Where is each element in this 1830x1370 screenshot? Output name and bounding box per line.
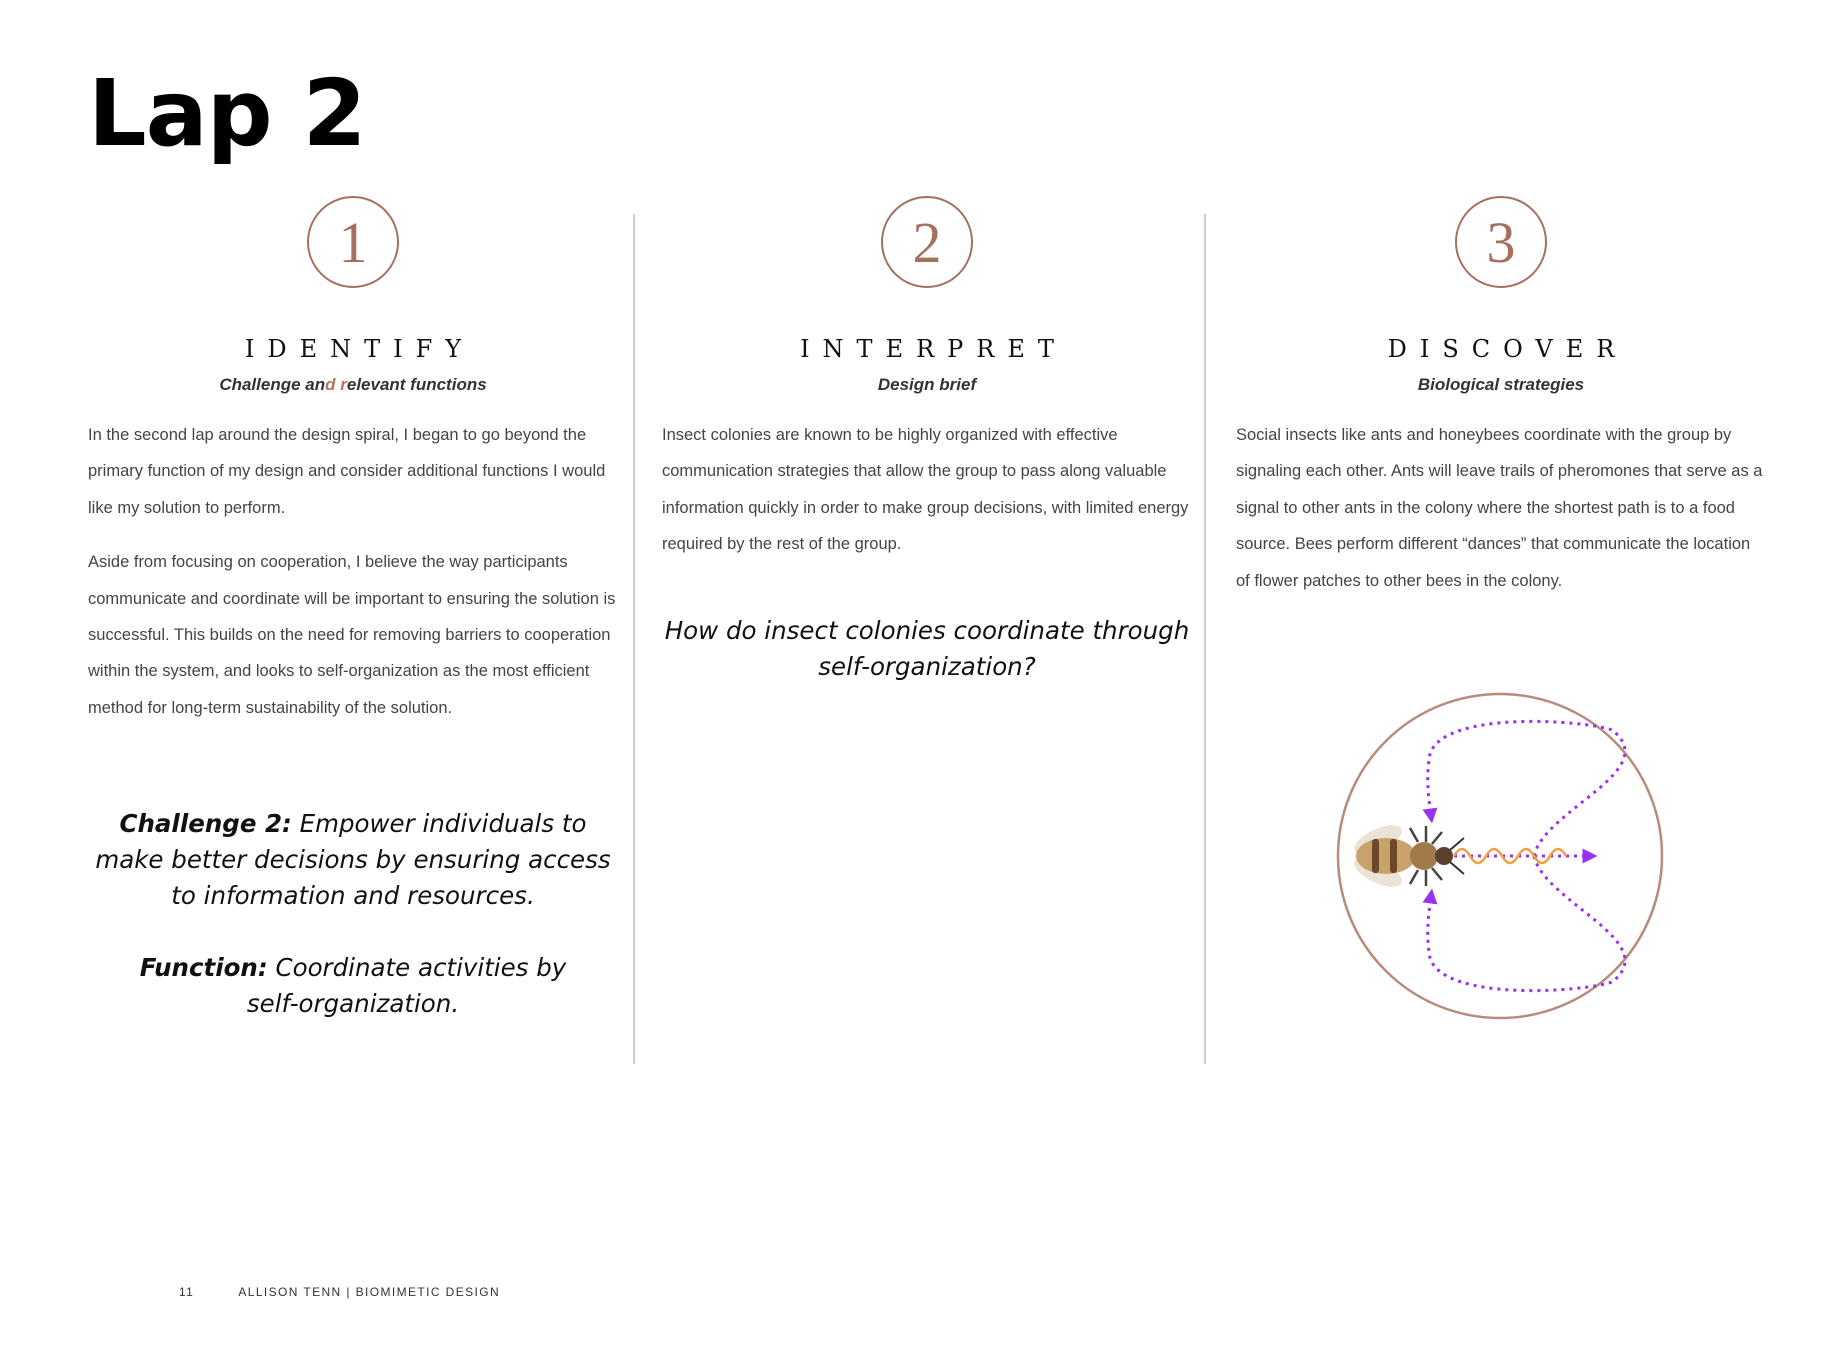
interpret-column xyxy=(662,196,1192,685)
stage-heading: IDENTIFY xyxy=(244,335,475,363)
body-paragraph: Social insects like ants and honeybees coordinate with the group by signaling each other. Ants will leave trails of pheromones that serve as a signal to other ants in the colony where the shortest path is to a food source. Bees perform different “dances” that communicate the location of flower patches to other bees in the colony. xyxy=(1236,426,1763,590)
body-paragraph: Aside from focusing on cooperation, I believe the way participants communicate and coordinate will be important to ensuring the solution is successful. This builds on the need for removing barriers to cooperation within the system, and looks to self-organization as the most efficient method for long-term sustainability of the solution. xyxy=(88,553,616,717)
design-question: How do insect colonies coordinate through self-organization? xyxy=(664,615,1190,681)
bee-waggle-dance-icon xyxy=(1334,690,1666,1022)
stage-subtitle: Challenge and relevant functions xyxy=(219,375,487,394)
stage-subtitle: Design brief xyxy=(877,375,977,394)
column-divider-left xyxy=(633,214,635,1064)
step-number-badge: 3 xyxy=(1455,196,1547,288)
identify-column xyxy=(88,196,618,1022)
page-number: 11 xyxy=(179,1285,195,1299)
function-text: Coordinate activities by self-organization. xyxy=(246,953,567,1019)
stage-heading: DISCOVER xyxy=(1387,335,1628,363)
page-title: Lap 2 xyxy=(88,60,366,167)
discover-column xyxy=(1236,196,1766,599)
body-paragraph: In the second lap around the design spiral, I began to go beyond the primary function of my design and consider additional functions I would like my solution to perform. xyxy=(88,426,606,517)
step-number-badge: 1 xyxy=(307,196,399,288)
footer-text: ALLISON TENN | BIOMIMETIC DESIGN xyxy=(238,1285,501,1299)
challenge-statement xyxy=(88,806,618,914)
function-statement xyxy=(88,950,618,1022)
step-number-badge: 2 xyxy=(881,196,973,288)
page-footer xyxy=(179,1285,500,1299)
stage-subtitle: Biological strategies xyxy=(1417,375,1585,394)
challenge-text: Empower individuals to make better decisions by ensuring access to information and resources. xyxy=(95,809,611,911)
column-divider-right xyxy=(1204,214,1206,1064)
stage-heading: INTERPRET xyxy=(800,335,1067,363)
challenge-label: Challenge 2: xyxy=(119,809,292,839)
function-label: Function: xyxy=(139,953,268,983)
body-paragraph: Insect colonies are known to be highly organized with effective communication strategies that allow the group to pass along valuable information quickly in order to make group decisions, with limited energy required by the rest of the group. xyxy=(662,426,1189,554)
